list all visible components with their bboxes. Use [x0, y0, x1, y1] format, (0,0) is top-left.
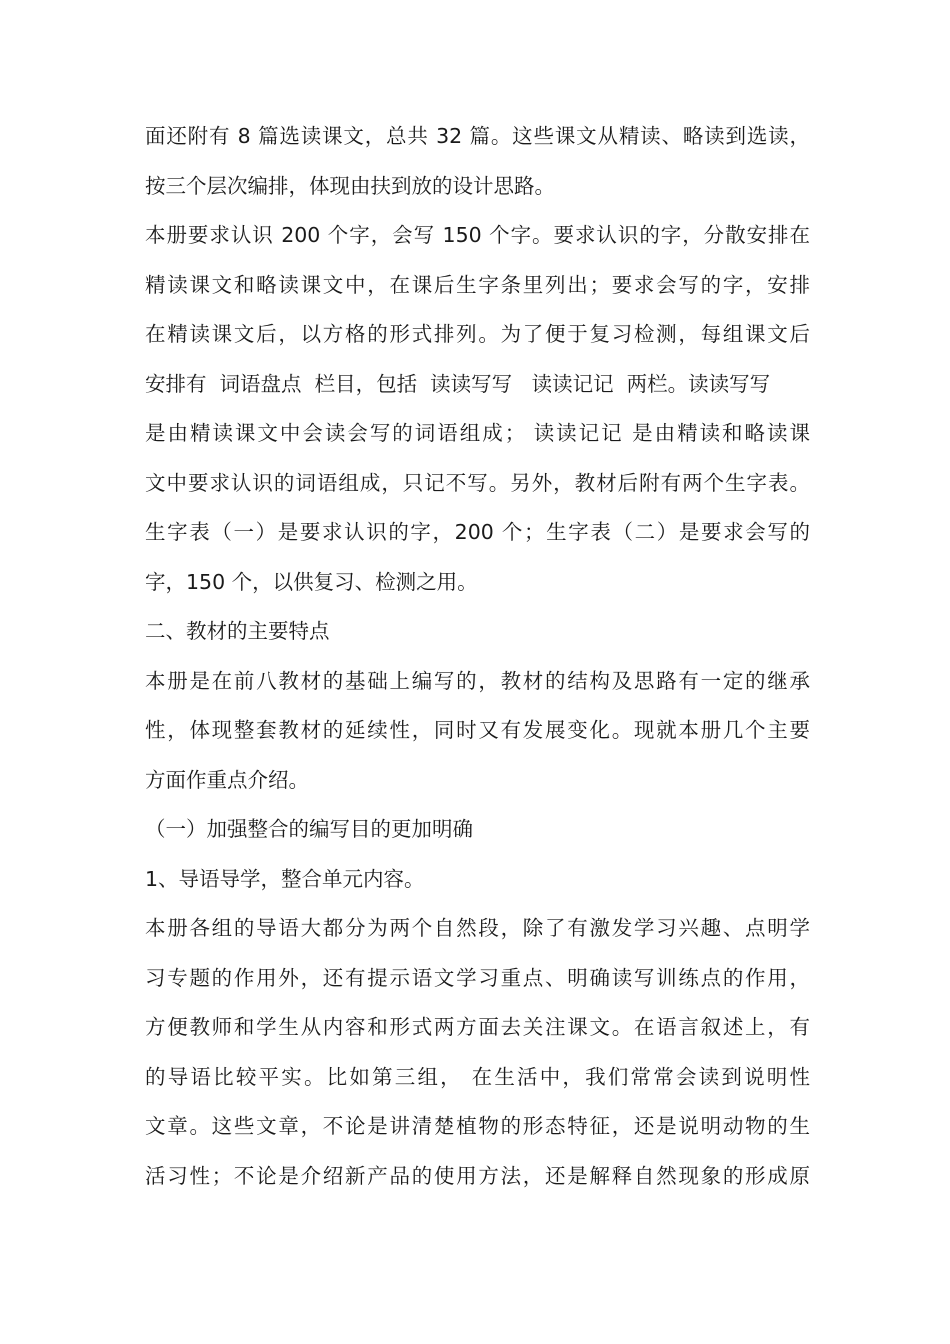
text-line: 安排有 词语盘点 栏目，包括 读读写写 读读记记 两栏。读读写写 [145, 371, 771, 396]
text-line: 按三个层次编排，体现由扶到放的设计思路。 [145, 173, 555, 198]
text-line: 二、教材的主要特点 [145, 619, 330, 643]
text-line: 1、导语导学，整合单元内容。 [145, 866, 425, 891]
text-line: 本册要求认识 200 个字，会写 150 个字。要求认识的字，分散安排在 [145, 223, 810, 247]
text-line: 方面作重点介绍。 [145, 767, 309, 792]
text-line: 本册各组的导语大都分为两个自然段，除了有激发学习兴趣、点明学 [145, 916, 810, 940]
text-line: 文中要求认识的词语组成，只记不写。另外，教材后附有两个生字表。 [145, 470, 810, 495]
text-line: 在精读课文后，以方格的形式排列。为了便于复习检测，每组课文后 [145, 322, 810, 346]
text-line: 本册是在前八教材的基础上编写的，教材的结构及思路有一定的继承 [145, 668, 810, 693]
text-line: 方便教师和学生从内容和形式两方面去关注课文。在语言叙述上，有 [145, 1015, 810, 1039]
text-line: 性，体现整套教材的延续性，同时又有发展变化。现就本册几个主要 [145, 718, 810, 742]
document-body [145, 112, 810, 1201]
text-line: 是由精读课文中会读会写的词语组成； 读读记记 是由精读和略读课 [145, 421, 810, 445]
text-line: 面还附有 8 篇选读课文，总共 32 篇。这些课文从精读、略读到选读， [145, 124, 810, 148]
text-line: 生字表（一）是要求认识的字，200 个；生字表（二）是要求会写的 [145, 520, 810, 544]
text-line: 活习性；不论是介绍新产品的使用方法，还是解释自然现象的形成原 [145, 1163, 810, 1188]
text-line: 文章。这些文章，不论是讲清楚植物的形态特征，还是说明动物的生 [145, 1114, 810, 1138]
text-line: 精读课文和略读课文中，在课后生字条里列出；要求会写的字，安排 [145, 272, 810, 297]
text-line: （一）加强整合的编写目的更加明确 [145, 817, 473, 841]
text-line: 的导语比较平实。比如第三组， 在生活中，我们常常会读到说明性 [145, 1064, 810, 1089]
text-line: 字，150 个，以供复习、检测之用。 [145, 569, 478, 594]
text-line: 习专题的作用外，还有提示语文学习重点、明确读写训练点的作用， [145, 965, 810, 990]
